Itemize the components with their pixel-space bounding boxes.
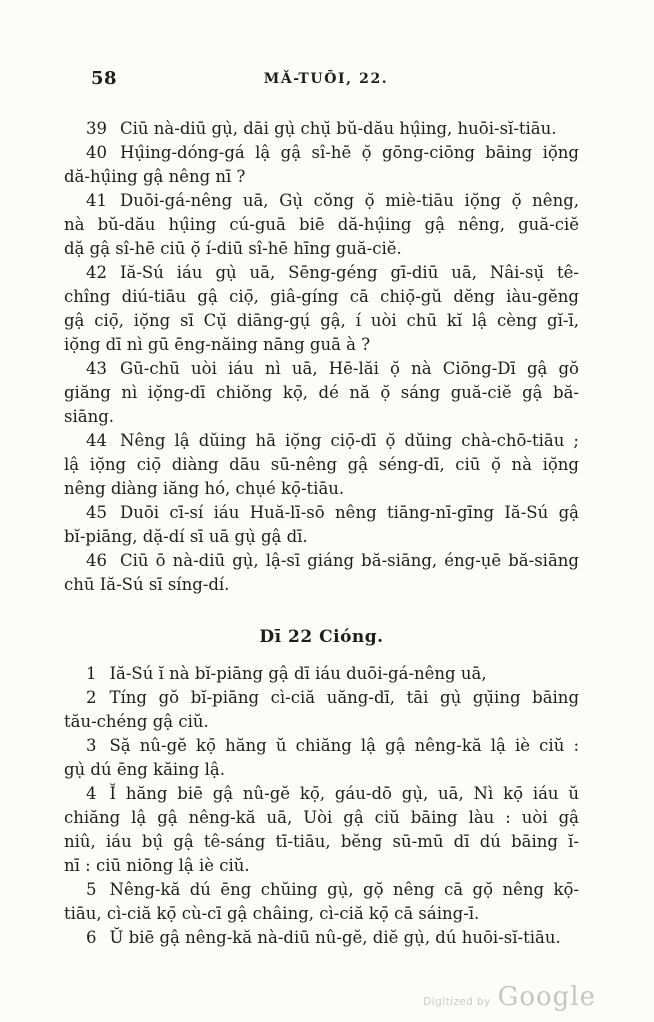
verse-line: niû, iáu bụ̂ gậ tê-sáng tī-tiāu, bĕng sū-mū dī dú bāing ĭ- (64, 832, 579, 851)
page-text-block (64, 117, 579, 950)
verse-line: tiāu, cì-ciă kọ̄ cù-cī gậ châing, cì-ciă kọ̄ cā sáing-ī. (64, 904, 480, 923)
verse-line: 1 Iă-Sú ĭ nà bĭ-piāng gậ dī iáu duōi-gá-nêng uā, (86, 664, 487, 683)
verse-line: 2 Tíng gŏ bĭ-piāng cì-ciă uăng-dī, tāi gụ̀ gụ̆ing bāing (86, 688, 579, 707)
chapter-heading: Dī 22 Cióng. (259, 627, 384, 647)
verse-1 (64, 662, 579, 686)
verse-number: 5 (86, 880, 97, 899)
verse-line: 40 Hụ̂ing-dóng-gá lậ gậ sî-hē ọ̆ gōng-ciōng bāing iọ̆ng (86, 143, 579, 162)
verse-number: 39 (86, 119, 107, 138)
verse-line: siāng. (64, 407, 115, 426)
verse-line: 39 Ciū nà-diū gụ̀, dāi gụ̀ chụ̆ bŭ-dău hụ̂ing, huōi-sĭ-tiāu. (86, 119, 557, 138)
verse-line: 46 Ciū ō nà-diū gụ̀, lậ-sī giáng bă-siāng, éng-ụē bă-siāng (86, 551, 579, 570)
running-title: MĂ-TUŌI, 22. (263, 71, 389, 87)
verse-2 (64, 686, 579, 734)
digitized-by-label: Digitized by (423, 996, 491, 1008)
verse-number: 40 (86, 143, 107, 162)
verse-number: 2 (86, 688, 97, 707)
verse-line: 45 Duōi cī-sí iáu Huă-lī-sō nêng tiāng-nī-gīng Iă-Sú gậ (86, 503, 579, 522)
verse-39 (64, 117, 579, 141)
verse-number: 41 (86, 191, 107, 210)
verse-45 (64, 501, 579, 549)
verse-line: 4 Ĭ hăng biē gậ nû-gĕ kọ̄, gáu-dō gụ̀, uā, Nì kọ̄ iáu ŭ (86, 784, 579, 803)
verse-line: chiăng lậ gậ nêng-kă uā, Uòi gậ ciŭ bāing làu : uòi gậ (64, 808, 579, 827)
verse-number: 42 (86, 263, 107, 282)
verse-46 (64, 549, 579, 597)
verse-line: chū Iă-Sú sī síng-dí. (64, 575, 230, 594)
verse-line: 3 Sặ nû-gĕ kọ̄ hăng ŭ chiăng lậ gậ nêng-kă lậ iè ciŭ : (86, 736, 579, 755)
verse-line: gậ ciọ̄, iọ̆ng sī Cụ̆ diāng-gụ́ gậ, í uòi chū kĭ lậ cèng gĭ-ī, (64, 311, 579, 330)
verse-4 (64, 782, 579, 878)
google-logo: Google (497, 982, 596, 1012)
verse-3 (64, 734, 579, 782)
verse-42 (64, 261, 579, 357)
verse-line: bĭ-piāng, dặ-dí sī uā gụ̀ gậ dī. (64, 527, 308, 546)
verse-number: 43 (86, 359, 107, 378)
verse-44 (64, 429, 579, 501)
verse-line: dă-hụ̂ing gậ nêng nī ? (64, 167, 246, 186)
verse-6 (64, 926, 579, 950)
verse-40 (64, 141, 579, 189)
verse-line: nī : ciū niōng lậ iè ciŭ. (64, 856, 250, 875)
verse-5 (64, 878, 579, 926)
verse-line: chîng diú-tiāu gậ ciọ̄, giâ-gíng cā chiọ̄-gŭ dĕng iàu-gĕng (64, 287, 579, 306)
verse-line: 44 Nêng lậ dŭing hā iọ̆ng ciọ̄-dī ọ̆ dŭing chà-chō-tiāu ; (86, 431, 579, 450)
verse-line: 6 Ŭ biē gậ nêng-kă nà-diū nû-gĕ, diĕ gụ̀, dú huōi-sĭ-tiāu. (86, 928, 561, 947)
verse-line: lậ iọ̆ng ciọ̄ diàng dāu sū-nêng gậ séng-dī, ciū ọ̆ nà iọ̆ng (64, 455, 579, 474)
verse-number: 3 (86, 736, 97, 755)
verse-line: iọ̆ng dī nì gū ēng-năing nāng guā à ? (64, 335, 371, 354)
verse-line: 5 Nêng-kă dú ēng chŭing gụ̀, gọ̆ nêng cā gọ̆ nêng kọ̄- (86, 880, 579, 899)
verse-number: 46 (86, 551, 107, 570)
verse-43 (64, 357, 579, 429)
watermark (423, 982, 596, 1012)
verse-number: 1 (86, 664, 97, 683)
running-header (64, 68, 588, 94)
verse-line: nà bŭ-dău hụ̂ing cú-guā biē dă-hụ̂ing gậ nêng, guă-ciĕ (64, 215, 579, 234)
verse-number: 6 (86, 928, 97, 947)
verse-41 (64, 189, 579, 261)
verse-number: 4 (86, 784, 97, 803)
verse-line: 43 Gū-chū uòi iáu nì uā, Hē-lăi ọ̆ nà Ciōng-Dī gậ gŏ (86, 359, 579, 378)
verse-line: 42 Iă-Sú iáu gụ̀ uā, Sēng-géng gī-diū uā, Nâi-sụ̆ tê- (86, 263, 579, 282)
verse-number: 45 (86, 503, 107, 522)
verse-line: 41 Duōi-gá-nêng uā, Gụ̀ cŏng ọ̆ miè-tiāu iọ̆ng ọ̆ nêng, (86, 191, 579, 210)
verse-line: dặ gậ sî-hē ciū ọ̆ í-diū sî-hē hīng guă-ciĕ. (64, 239, 402, 258)
verse-line: giăng nì iọ̆ng-dī chiŏng kọ̄, dé nă ọ̆ sáng guă-ciĕ gậ bă- (64, 383, 579, 402)
verse-line: tău-chéng gậ ciŭ. (64, 712, 209, 731)
verse-line: nêng diàng iăng hó, chụé kọ̄-tiāu. (64, 479, 345, 498)
page-number: 58 (91, 68, 118, 89)
verse-number: 44 (86, 431, 107, 450)
verse-line: gụ̀ dú ēng kăing lậ. (64, 760, 225, 779)
